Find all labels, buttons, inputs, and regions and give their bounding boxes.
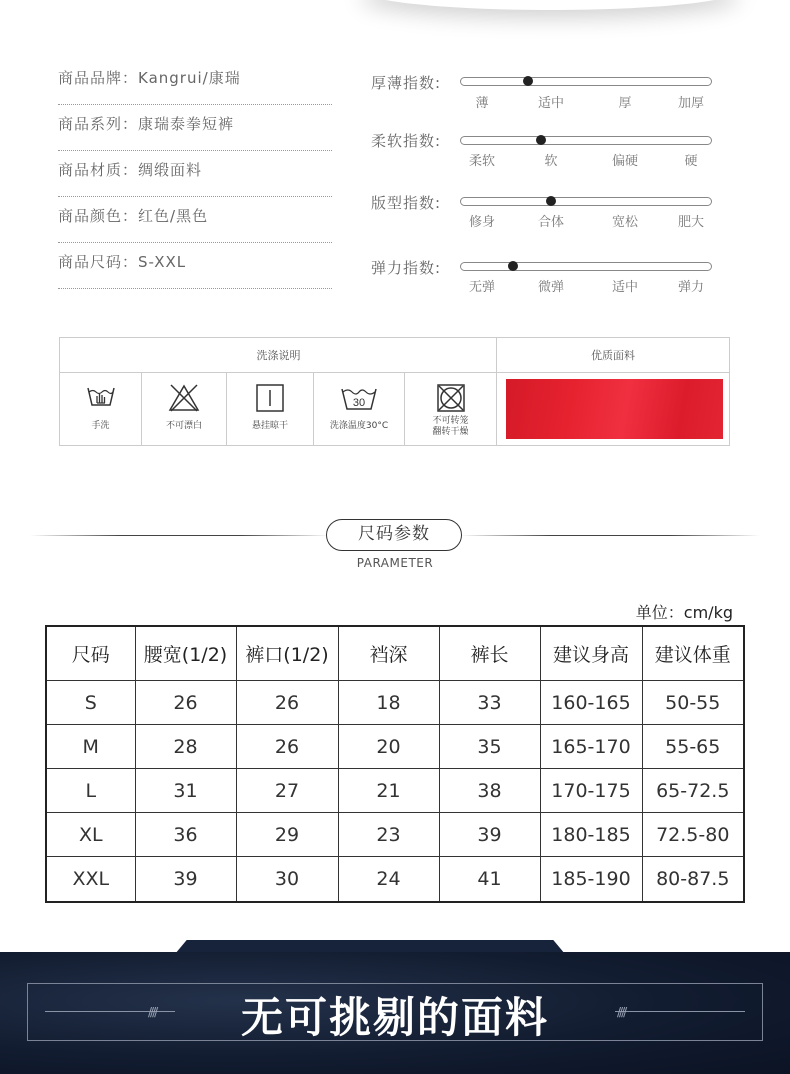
care-caption-line: 翻转干燥 [432, 427, 469, 437]
care-item-no-tumble-dry [405, 373, 496, 445]
table-cell: 23 [338, 813, 439, 857]
care-item-wash-30 [314, 373, 404, 445]
care-caption: 悬挂晾干 [251, 421, 288, 431]
column-header: 裤口(1/2) [236, 626, 338, 681]
table-cell: 35 [439, 725, 540, 769]
table-row [46, 725, 744, 769]
hang-dry-icon [255, 383, 285, 413]
attr-value: 红色/黑色 [138, 207, 209, 225]
thickness-index-track [460, 77, 712, 86]
fit-tick: 宽松 [611, 215, 639, 230]
elasticity-tick: 无弹 [468, 280, 496, 295]
table-cell: 29 [236, 813, 338, 857]
fit-tick: 肥大 [677, 215, 705, 230]
column-header: 腰宽(1/2) [135, 626, 236, 681]
table-cell: 26 [135, 681, 236, 725]
care-item-hang-dry [227, 373, 313, 445]
table-cell: 18 [338, 681, 439, 725]
title-line-right [460, 535, 760, 536]
table-cell: 31 [135, 769, 236, 813]
fit-index-track [460, 197, 712, 206]
section-subtitle: PARAMETER [356, 556, 434, 570]
unit-label: 单位：cm/kg [635, 603, 733, 622]
table-cell: 165-170 [540, 725, 642, 769]
softness-index-track [460, 136, 712, 145]
table-cell: 26 [236, 681, 338, 725]
no-tumble-dry-icon [436, 383, 466, 413]
attr-material [58, 160, 332, 197]
care-item-hand-wash [60, 373, 141, 445]
table-cell: 30 [236, 857, 338, 902]
table-cell: 24 [338, 857, 439, 902]
care-instructions-panel [59, 337, 730, 446]
elasticity-tick: 适中 [611, 280, 639, 295]
table-cell: XL [46, 813, 135, 857]
table-cell: XXL [46, 857, 135, 902]
column-header: 裆深 [338, 626, 439, 681]
fit-index-label: 版型指数: [371, 194, 442, 212]
table-cell: 55-65 [642, 725, 744, 769]
care-caption: 洗涤温度30°C [329, 421, 389, 431]
table-cell: 28 [135, 725, 236, 769]
banner-title: 无可挑剔的面料 [240, 993, 549, 1042]
attr-label: 商品系列： [58, 115, 139, 133]
slash-decoration-right: //// [617, 1005, 626, 1019]
attr-color [58, 206, 332, 243]
table-cell: M [46, 725, 135, 769]
table-cell: 180-185 [540, 813, 642, 857]
attr-series [58, 114, 332, 151]
table-row [46, 769, 744, 813]
column-header: 建议身高 [540, 626, 642, 681]
thickness-tick: 薄 [475, 96, 489, 111]
attr-brand [58, 68, 332, 105]
no-bleach-icon [167, 383, 201, 413]
wash-instructions-header: 洗涤说明 [60, 338, 497, 373]
table-cell: L [46, 769, 135, 813]
attr-value: 绸缎面料 [138, 161, 203, 179]
table-cell: 41 [439, 857, 540, 902]
attr-value: Kangrui/康瑞 [138, 69, 241, 87]
thickness-tick: 加厚 [677, 96, 705, 111]
thickness-index-knob [523, 76, 533, 86]
attr-value: 康瑞泰拳短裤 [138, 115, 235, 133]
softness-tick: 偏硬 [611, 154, 639, 169]
fit-tick: 合体 [537, 215, 565, 230]
table-cell: S [46, 681, 135, 725]
fabric-swatch-image [506, 379, 723, 439]
table-cell: 50-55 [642, 681, 744, 725]
elasticity-index-track [460, 262, 712, 271]
elasticity-index-label: 弹力指数: [371, 259, 442, 277]
table-cell: 26 [236, 725, 338, 769]
care-caption: 不可漂白 [165, 421, 202, 431]
table-cell: 38 [439, 769, 540, 813]
softness-index-knob [536, 135, 546, 145]
table-header-row [46, 626, 744, 681]
thickness-index-label: 厚薄指数: [371, 74, 442, 92]
table-cell: 80-87.5 [642, 857, 744, 902]
fabric-header: 优质面料 [497, 338, 729, 373]
softness-tick: 软 [544, 154, 558, 169]
column-header: 尺码 [46, 626, 135, 681]
table-cell: 33 [439, 681, 540, 725]
attr-label: 商品尺码： [58, 253, 139, 271]
title-line-left [30, 535, 330, 536]
table-cell: 20 [338, 725, 439, 769]
wash-30-icon [340, 383, 378, 411]
table-cell: 72.5-80 [642, 813, 744, 857]
care-item-no-bleach [142, 373, 226, 445]
hand-wash-icon [86, 383, 116, 409]
table-cell: 160-165 [540, 681, 642, 725]
size-table [45, 625, 745, 903]
table-cell: 39 [439, 813, 540, 857]
elasticity-tick: 弹力 [677, 280, 705, 295]
table-row [46, 813, 744, 857]
attr-size [58, 252, 332, 289]
thickness-tick: 厚 [618, 96, 632, 111]
top-shadow-decoration [360, 0, 740, 10]
table-cell: 65-72.5 [642, 769, 744, 813]
table-row [46, 681, 744, 725]
elasticity-index-knob [508, 261, 518, 271]
fit-tick: 修身 [468, 215, 496, 230]
care-caption-line: 不可转笼 [432, 416, 469, 426]
table-cell: 185-190 [540, 857, 642, 902]
softness-tick: 柔软 [468, 154, 496, 169]
attr-label: 商品材质： [58, 161, 139, 179]
column-header: 建议体重 [642, 626, 744, 681]
care-caption [405, 416, 496, 438]
attr-label: 商品品牌： [58, 69, 139, 87]
thickness-tick: 适中 [537, 96, 565, 111]
elasticity-tick: 微弹 [537, 280, 565, 295]
table-row [46, 857, 744, 902]
attr-value: S-XXL [138, 253, 187, 271]
table-cell: 27 [236, 769, 338, 813]
section-title: 尺码参数 [326, 519, 462, 551]
attr-label: 商品颜色： [58, 207, 139, 225]
table-cell: 36 [135, 813, 236, 857]
slash-decoration-left: //// [148, 1005, 157, 1019]
column-header: 裤长 [439, 626, 540, 681]
softness-tick: 硬 [684, 154, 698, 169]
fit-index-knob [546, 196, 556, 206]
svg-text:30: 30 [352, 397, 366, 409]
softness-index-label: 柔软指数: [371, 132, 442, 150]
divider [496, 338, 497, 445]
care-caption: 手洗 [91, 421, 110, 431]
table-cell: 39 [135, 857, 236, 902]
table-cell: 170-175 [540, 769, 642, 813]
table-cell: 21 [338, 769, 439, 813]
